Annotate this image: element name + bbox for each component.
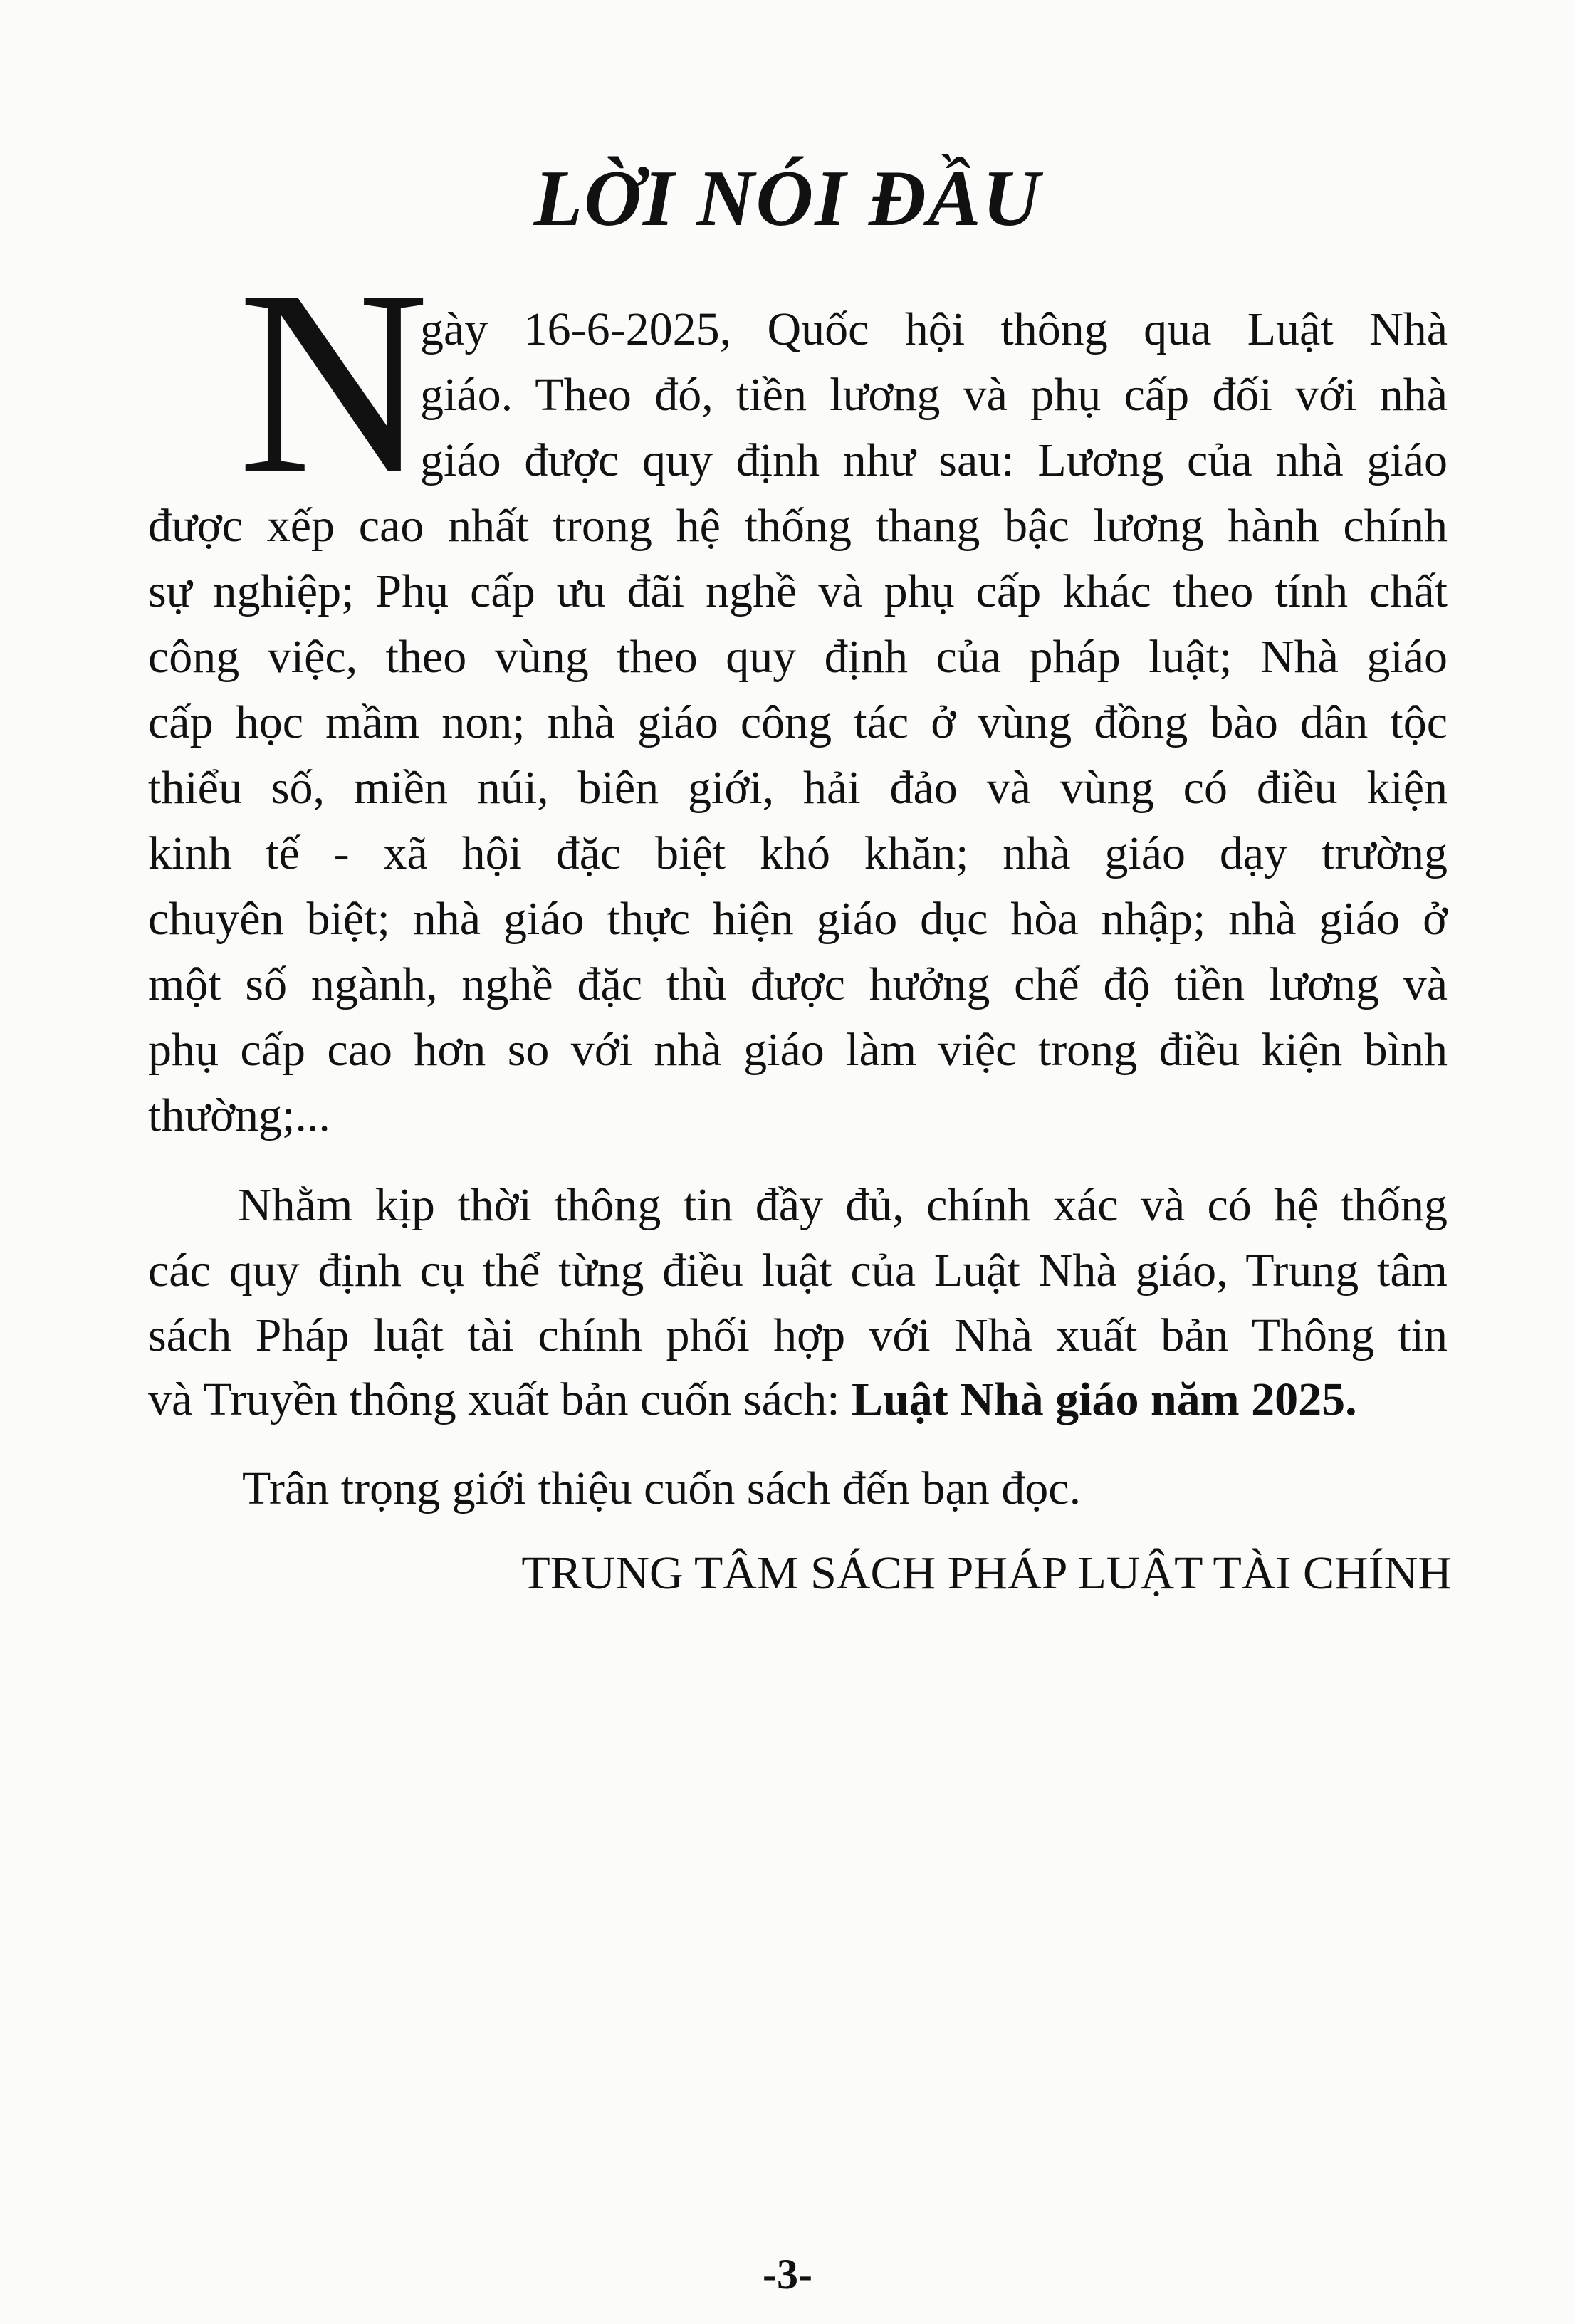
book-title: Luật Nhà giáo năm 2025. (852, 1373, 1357, 1425)
page-number: -3- (763, 2251, 812, 2298)
text-line: Nhằm kịp thời thông tin đầy đủ, chính xác và có hệ thống (238, 1179, 1448, 1231)
text-line: gày 16-6-2025, Quốc hội thông qua Luật Nhà (420, 303, 1448, 355)
text-line: một số ngành, nghề đặc thù được hưởng chế độ tiền lương và (148, 958, 1448, 1010)
text-line: được xếp cao nhất trong hệ thống thang bậc lương hành chính (148, 500, 1448, 552)
text-line: giáo được quy định như sau: Lương của nhà giáo (420, 434, 1448, 486)
signature: TRUNG TÂM SÁCH PHÁP LUẬT TÀI CHÍNH (521, 1547, 1452, 1599)
text-span: và Truyền thông xuất bản cuốn sách: (148, 1373, 852, 1425)
text-line: thường;... (148, 1089, 330, 1141)
text-line: giáo. Theo đó, tiền lương và phụ cấp đối với nhà (420, 369, 1448, 421)
text-line: công việc, theo vùng theo quy định của pháp luật; Nhà giáo (148, 631, 1448, 683)
closing-line: Trân trọng giới thiệu cuốn sách đến bạn đọc. (242, 1462, 1082, 1514)
text-line: các quy định cụ thể từng điều luật của Luật Nhà giáo, Trung tâm (148, 1245, 1448, 1297)
text-line: kinh tế - xã hội đặc biệt khó khăn; nhà giáo dạy trường (148, 827, 1448, 879)
text-line: phụ cấp cao hơn so với nhà giáo làm việc trong điều kiện bình (148, 1024, 1448, 1076)
drop-cap: N (238, 236, 429, 529)
text-line (148, 1367, 1448, 1433)
text-line: sách Pháp luật tài chính phối hợp với Nhà xuất bản Thông tin (148, 1309, 1448, 1361)
text-line: sự nghiệp; Phụ cấp ưu đãi nghề và phụ cấp khác theo tính chất (148, 565, 1448, 617)
text-line: thiểu số, miền núi, biên giới, hải đảo và vùng có điều kiện (148, 762, 1448, 814)
page-title: LỜI NÓI ĐẦU (533, 155, 1042, 243)
text-line: chuyên biệt; nhà giáo thực hiện giáo dục hòa nhập; nhà giáo ở (148, 893, 1448, 945)
text-line: cấp học mầm non; nhà giáo công tác ở vùng đồng bào dân tộc (148, 696, 1448, 748)
